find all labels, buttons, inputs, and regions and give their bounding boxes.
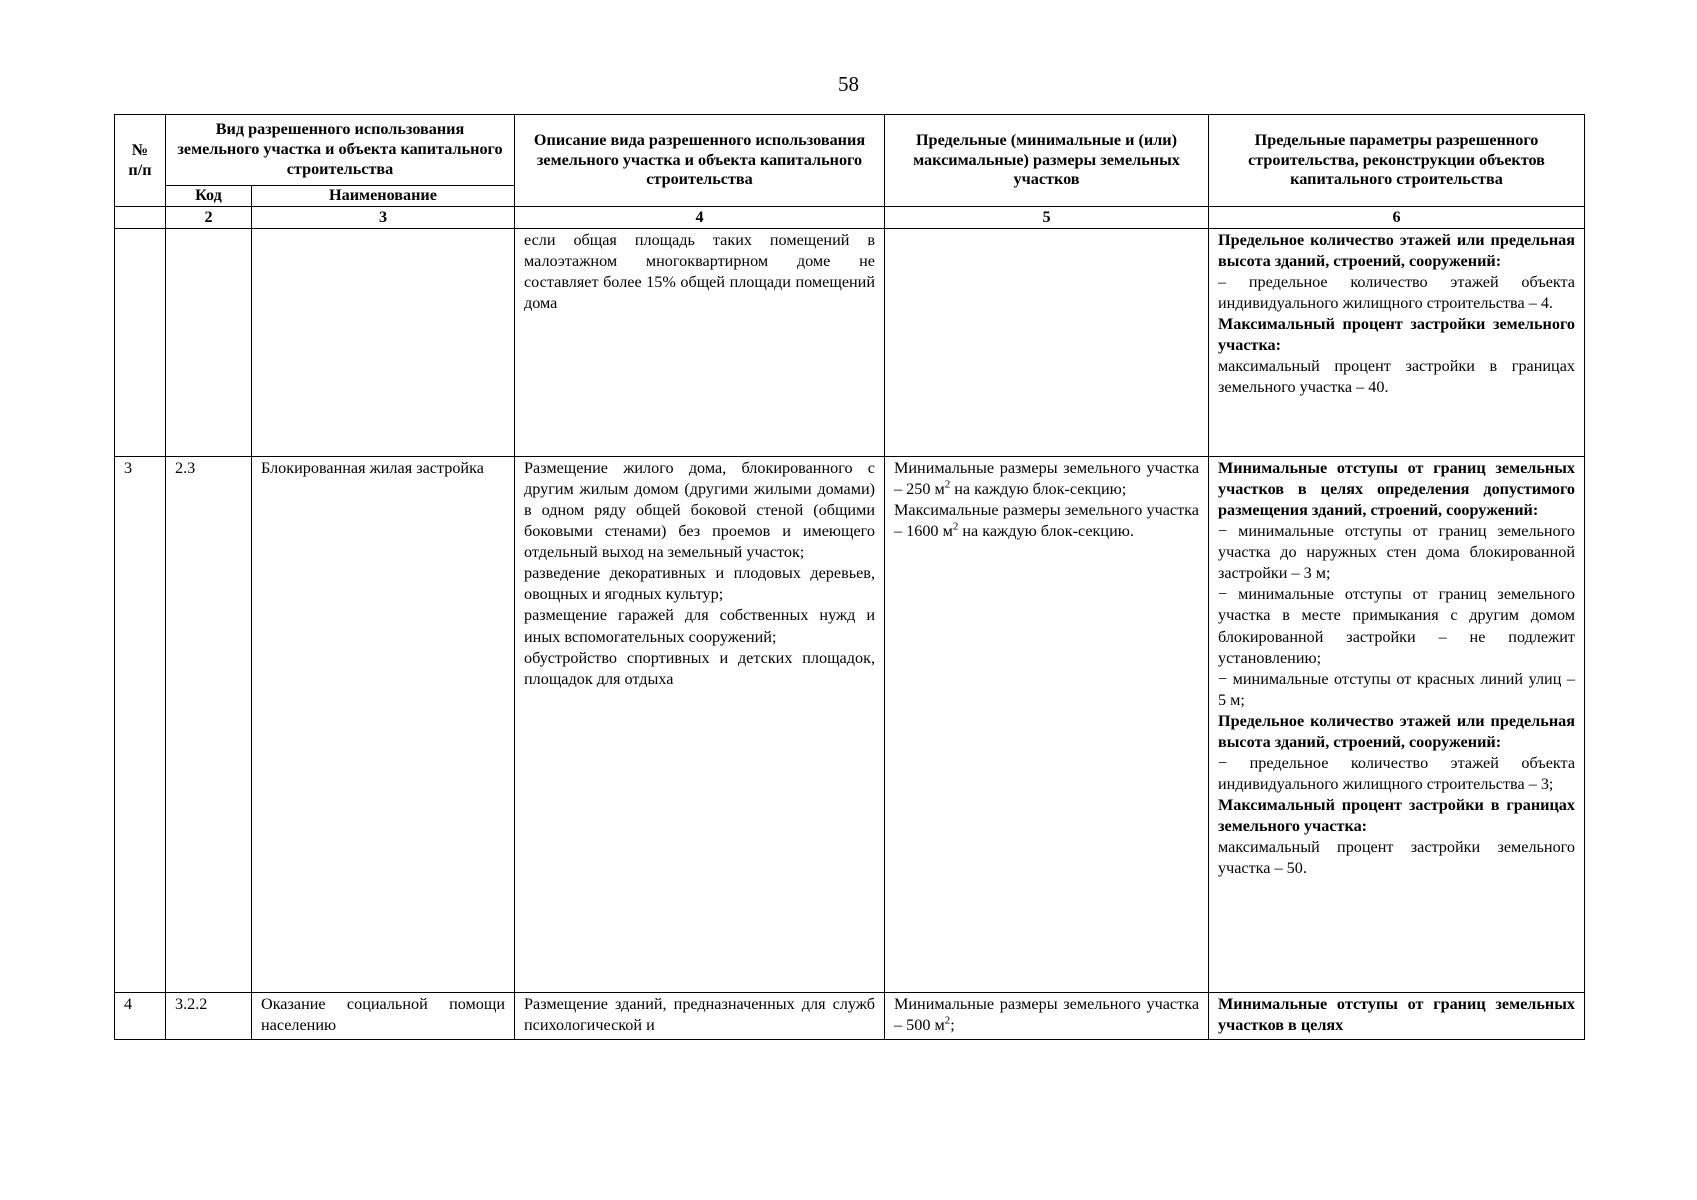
header-code: Код: [166, 186, 252, 207]
params-heading: Максимальный процент застройки в границах земельного участка:: [1218, 796, 1575, 836]
header-name: Наименование: [252, 186, 515, 207]
cell-sizes: [885, 229, 1209, 457]
header-params: Предельные параметры разрешенного строительства, реконструкции объектов капитального строительства: [1209, 115, 1585, 207]
column-number: 2: [166, 207, 252, 229]
cell-sizes: [885, 993, 1209, 1040]
params-paragraph: максимальный процент застройки земельного участка – 50.: [1218, 838, 1575, 878]
description-paragraph: обустройство спортивных и детских площадок, площадок для отдыха: [524, 648, 875, 688]
cell-num: 4: [115, 993, 166, 1040]
description-paragraph: Размещение зданий, предназначенных для служб психологической и: [524, 995, 875, 1035]
cell-params: [1209, 229, 1585, 457]
params-paragraph: − предельное количество этажей объекта индивидуального жилищного строительства – 3;: [1218, 753, 1575, 793]
column-number: 3: [252, 207, 515, 229]
params-heading: Минимальные отступы от границ земельных участков в целях определения допустимого размещения зданий, строений, сооружений:: [1218, 459, 1575, 520]
header-sizes: Предельные (минимальные и (или) максимальные) размеры земельных участков: [885, 115, 1209, 207]
description-paragraph: Размещение жилого дома, блокированного с другим жилым домом (другими жилыми домами) в одном ряду общей боковой стеной (общими боковыми стенами) без проемов и имеющего отдельный выход на земельный участок;: [524, 459, 875, 562]
header-row: [115, 115, 1585, 186]
params-paragraph: − минимальные отступы от красных линий улиц – 5 м;: [1218, 669, 1575, 709]
regulations-table: [114, 114, 1585, 1040]
cell-num: [115, 229, 166, 457]
params-paragraph: − минимальные отступы от границ земельного участка в месте примыкания с другим домом блокированной застройки – не подлежит установлению;: [1218, 585, 1575, 667]
superscript: 2: [952, 520, 959, 533]
header-description: Описание вида разрешенного использования земельного участка и объекта капитального строительства: [515, 115, 885, 207]
cell-description: [515, 993, 885, 1040]
column-number: 6: [1209, 207, 1585, 229]
column-numbers-row: [115, 207, 1585, 229]
header-num: № п/п: [115, 115, 166, 207]
params-paragraph: – предельное количество этажей объекта индивидуального жилищного строительства – 4.: [1218, 273, 1575, 313]
cell-params: [1209, 993, 1585, 1040]
cell-num: 3: [115, 457, 166, 993]
cell-params: [1209, 457, 1585, 993]
description-paragraph: размещение гаражей для собственных нужд и иных вспомогательных сооружений;: [524, 606, 875, 646]
table-body: [115, 229, 1585, 1040]
description-paragraph: разведение декоративных и плодовых деревьев, овощных и ягодных культур;: [524, 564, 875, 604]
cell-description: [515, 457, 885, 993]
params-heading: Максимальный процент застройки земельного участка:: [1218, 315, 1575, 355]
size-paragraph: Минимальные размеры земельного участка – 250 $м^2$ на каждую блок-секцию;: [894, 459, 1199, 499]
cell-code: 3.2.2: [166, 993, 252, 1040]
cell-sizes: [885, 457, 1209, 993]
cell-name: Блокированная жилая застройка: [252, 457, 515, 993]
table-row: [115, 229, 1585, 457]
params-paragraph: максимальный процент застройки в границах земельного участка – 40.: [1218, 357, 1575, 397]
cell-description: [515, 229, 885, 457]
params-heading: Предельное количество этажей или предельная высота зданий, строений, сооружений:: [1218, 711, 1575, 751]
superscript: 2: [944, 1014, 951, 1027]
cell-name: [252, 229, 515, 457]
description-paragraph: если общая площадь таких помещений в малоэтажном многоквартирном доме не составляет более 15% общей площади помещений дома: [524, 231, 875, 313]
column-number: 5: [885, 207, 1209, 229]
cell-code: 2.3: [166, 457, 252, 993]
params-heading: Минимальные отступы от границ земельных участков в целях: [1218, 995, 1575, 1035]
size-paragraph: Максимальные размеры земельного участка – 1600 $м^2$ на каждую блок-секцию.: [894, 501, 1199, 541]
header-type-group: Вид разрешенного использования земельного участка и объекта капитального строительства: [166, 115, 515, 186]
cell-name: Оказание социальной помощи населению: [252, 993, 515, 1040]
size-paragraph: Минимальные размеры земельного участка – 500 $м^2$;: [894, 995, 1199, 1035]
page-number: 58: [838, 72, 859, 96]
table-row: [115, 993, 1585, 1040]
column-number: 4: [515, 207, 885, 229]
params-heading: Предельное количество этажей или предельная высота зданий, строений, сооружений:: [1218, 231, 1575, 271]
table-row: [115, 457, 1585, 993]
params-paragraph: − минимальные отступы от границ земельного участка до наружных стен дома блокированной застройки – 3 м;: [1218, 522, 1575, 583]
superscript: 2: [944, 478, 951, 491]
cell-code: [166, 229, 252, 457]
column-number-empty: [115, 207, 166, 229]
